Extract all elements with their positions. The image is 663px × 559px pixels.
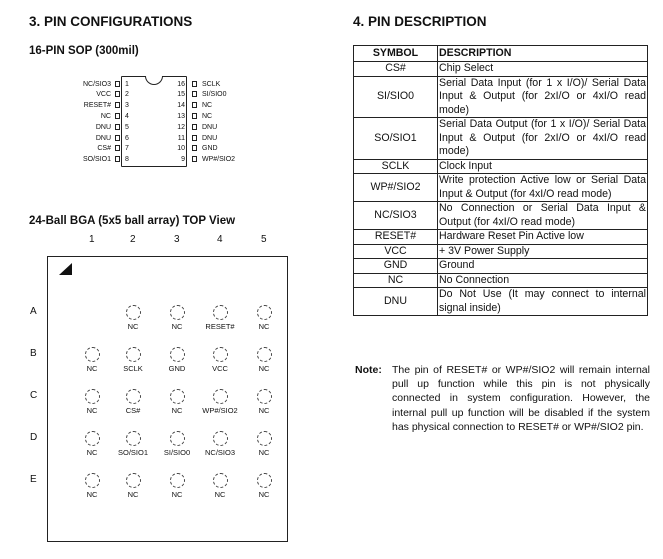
bga-ball — [213, 347, 228, 362]
pin-number: 9 — [181, 156, 185, 164]
pin-number: 1 — [125, 80, 129, 88]
bga-ball — [85, 389, 100, 404]
pin-name: CS# — [97, 145, 111, 153]
pin-lead — [115, 124, 120, 130]
pin-lead — [115, 102, 120, 108]
bga-ball-label: NC — [258, 406, 270, 415]
pin-description: Hardware Reset Pin Active low — [438, 230, 648, 245]
pin-lead — [192, 113, 197, 119]
pin-number: 3 — [125, 102, 129, 110]
pin-number: 14 — [177, 102, 185, 110]
bga-ball-label: NC — [127, 490, 139, 499]
pin-number: 4 — [125, 112, 129, 120]
pin-description-table — [353, 45, 648, 316]
bga-ball — [170, 431, 185, 446]
bga-ball — [257, 431, 272, 446]
pin-symbol: SI/SIO0 — [354, 76, 438, 118]
sop-pin-left — [50, 144, 130, 153]
bga-col-number: 1 — [89, 234, 95, 245]
pin-number: 8 — [125, 156, 129, 164]
pin-lead — [192, 124, 197, 130]
bga-package-outline — [47, 256, 288, 542]
pin-description: Chip Select — [438, 62, 648, 77]
bga-ball — [126, 347, 141, 362]
table-header-row — [354, 46, 648, 62]
bga-col-number: 2 — [130, 234, 136, 245]
pin-number: 10 — [177, 145, 185, 153]
bga-ball-label: NC — [171, 490, 183, 499]
bga-ball-label: GND — [168, 364, 186, 373]
bga-ball — [170, 389, 185, 404]
bga-ball — [213, 305, 228, 320]
pin-name: NC — [202, 112, 213, 120]
pin-lead — [192, 102, 197, 108]
pin-config-heading: 3. PIN CONFIGURATIONS — [29, 14, 193, 29]
bga-row-letter: E — [30, 474, 37, 485]
pin-symbol: CS# — [354, 62, 438, 77]
pin-number: 2 — [125, 91, 129, 99]
bga-col-number: 3 — [174, 234, 180, 245]
sop-pin-right — [175, 144, 255, 153]
pin-symbol: VCC — [354, 244, 438, 259]
pin-desc-heading: 4. PIN DESCRIPTION — [353, 14, 487, 29]
pin-symbol: WP#/SIO2 — [354, 174, 438, 202]
pin-name: SO/SIO1 — [82, 156, 111, 164]
pin-symbol: NC/SIO3 — [354, 202, 438, 230]
bga-ball — [85, 473, 100, 488]
symbol-column-header: SYMBOL — [354, 46, 438, 62]
bga-ball-label: VCC — [212, 364, 228, 373]
pin1-corner-marker — [58, 262, 74, 276]
pin-description: No Connection or Serial Data Input & Output (for 4xI/O read mode) — [439, 202, 646, 228]
bga-ball — [126, 473, 141, 488]
bga-ball — [257, 389, 272, 404]
sop-pin-left — [50, 101, 130, 110]
bga-row-letter: B — [30, 348, 37, 359]
pin-symbol: DNU — [354, 288, 438, 316]
bga-ball — [257, 473, 272, 488]
pin-name: NC — [202, 102, 213, 110]
bga-ball-label: NC — [86, 490, 98, 499]
table-row — [354, 62, 648, 77]
bga-ball-label: CS# — [125, 406, 141, 415]
sop-pin-left — [50, 112, 130, 121]
table-row — [354, 118, 648, 160]
pin-lead — [192, 135, 197, 141]
pin-name: SI/SIO0 — [202, 91, 227, 99]
bga-ball — [126, 431, 141, 446]
pin-name: DNU — [202, 123, 218, 131]
sop-pin-right — [175, 101, 255, 110]
table-row — [354, 259, 648, 274]
bga-ball-label: NC — [214, 490, 226, 499]
pin-lead — [115, 135, 120, 141]
bga-ball-label: NC/SIO3 — [204, 448, 235, 457]
pin-number: 11 — [177, 134, 185, 142]
bga-ball-label: SO/SIO1 — [117, 448, 148, 457]
sop-pin-right — [175, 123, 255, 132]
pin-lead — [192, 156, 197, 162]
description-column-header: DESCRIPTION — [438, 46, 648, 62]
pin-number: 15 — [177, 91, 185, 99]
pin-description: Ground — [438, 259, 648, 274]
sop-pin-left — [50, 155, 130, 164]
sop-pin-right — [175, 155, 255, 164]
bga-ball-label: NC — [171, 406, 183, 415]
pin-lead — [192, 91, 197, 97]
bga-ball-label: NC — [258, 364, 270, 373]
bga-col-number: 5 — [261, 234, 267, 245]
sop-pin-left — [50, 90, 130, 99]
sop-pin-left — [50, 80, 130, 89]
pin-name: DNU — [95, 123, 111, 131]
bga-row-letter: D — [30, 432, 38, 443]
bga-ball — [170, 473, 185, 488]
pin-symbol: SCLK — [354, 159, 438, 174]
table-row — [354, 174, 648, 202]
bga-ball — [213, 431, 228, 446]
bga-ball-label: NC — [86, 448, 98, 457]
pin-description: Do Not Use (It may connect to internal signal inside) — [439, 288, 646, 314]
pin-description: No Connection — [438, 273, 648, 288]
bga-ball — [170, 305, 185, 320]
bga-ball — [213, 473, 228, 488]
table-row — [354, 159, 648, 174]
pin-description-rows — [354, 62, 648, 316]
bga-ball-label: SI/SIO0 — [163, 448, 191, 457]
pin-number: 16 — [177, 80, 185, 88]
bga-ball-label: NC — [258, 322, 270, 331]
bga-col-number: 4 — [217, 234, 223, 245]
pin-lead — [115, 145, 120, 151]
pin-number: 12 — [177, 123, 185, 131]
bga-ball-label: RESET# — [205, 322, 235, 331]
table-row — [354, 273, 648, 288]
sop-pin-left — [50, 123, 130, 132]
table-row — [354, 76, 648, 118]
pin-symbol: RESET# — [354, 230, 438, 245]
pin-number: 13 — [177, 112, 185, 120]
pin-name: GND — [202, 145, 218, 153]
bga-row-letter: A — [30, 306, 37, 317]
pin-lead — [192, 81, 197, 87]
pin-lead — [192, 145, 197, 151]
pin-lead — [115, 91, 120, 97]
bga-ball — [257, 347, 272, 362]
pin-description: Clock Input — [438, 159, 648, 174]
table-row — [354, 202, 648, 230]
pin-symbol: GND — [354, 259, 438, 274]
sop-pin-left — [50, 134, 130, 143]
bga-ball-label: SCLK — [123, 364, 143, 373]
bga-ball-label: WP#/SIO2 — [202, 406, 238, 415]
pin-description: Write protection Active low or Serial Data Input & Output (for 4xI/O read mode) — [439, 174, 646, 200]
bga-ball-label: NC — [86, 364, 98, 373]
sop-pin-right — [175, 80, 255, 89]
pin-description: Serial Data Input (for 1 x I/O)/ Serial Data Input & Output (for 2xI/O or 4xI/O read mode) — [439, 76, 646, 116]
pin-number: 7 — [125, 145, 129, 153]
pin-name: WP#/SIO2 — [202, 156, 236, 164]
pin-symbol: NC — [354, 273, 438, 288]
bga-ball — [85, 347, 100, 362]
pin-name: NC/SIO3 — [82, 80, 111, 88]
note-text: The pin of RESET# or WP#/SIO2 will remain internal pull up function while this pin is not physically connected in system configuration. However, the internal pull up function will be disabled if the system has physical connection to RESET# or WP#/SIO2 pin. — [392, 364, 650, 433]
pin-number: 6 — [125, 134, 129, 142]
bga-ball — [257, 305, 272, 320]
pin-symbol: SO/SIO1 — [354, 118, 438, 160]
bga-ball — [213, 389, 228, 404]
pin-name: RESET# — [83, 102, 111, 110]
bga-ball-label: NC — [127, 322, 139, 331]
bga-ball — [126, 305, 141, 320]
pin-name: VCC — [96, 91, 111, 99]
bga-row-letter: C — [30, 390, 38, 401]
pin-lead — [115, 81, 120, 87]
sop-pin-right — [175, 90, 255, 99]
sop-title: 16-PIN SOP (300mil) — [29, 45, 139, 57]
pin-lead — [115, 156, 120, 162]
table-row — [354, 230, 648, 245]
bga-ball-label: NC — [258, 448, 270, 457]
pin-name: NC — [100, 112, 111, 120]
table-row — [354, 244, 648, 259]
pin-number: 5 — [125, 123, 129, 131]
pin-lead — [115, 113, 120, 119]
note-label: Note: — [355, 364, 382, 376]
bga-ball-label: NC — [258, 490, 270, 499]
pin-name: DNU — [95, 134, 111, 142]
note-block — [355, 363, 650, 434]
table-row — [354, 288, 648, 316]
bga-ball-label: NC — [86, 406, 98, 415]
bga-ball-label: NC — [171, 322, 183, 331]
sop-pin-right — [175, 134, 255, 143]
bga-title: 24-Ball BGA (5x5 ball array) TOP View — [29, 215, 236, 227]
pin-name: DNU — [202, 134, 218, 142]
pin-name: SCLK — [202, 80, 221, 88]
pin-description: Serial Data Output (for 1 x I/O)/ Serial Data Input & Output (for 2xI/O or 4xI/O read mode) — [439, 118, 646, 157]
bga-ball — [85, 431, 100, 446]
bga-ball — [170, 347, 185, 362]
bga-ball — [126, 389, 141, 404]
pin-description: + 3V Power Supply — [438, 244, 648, 259]
sop-pin-right — [175, 112, 255, 121]
